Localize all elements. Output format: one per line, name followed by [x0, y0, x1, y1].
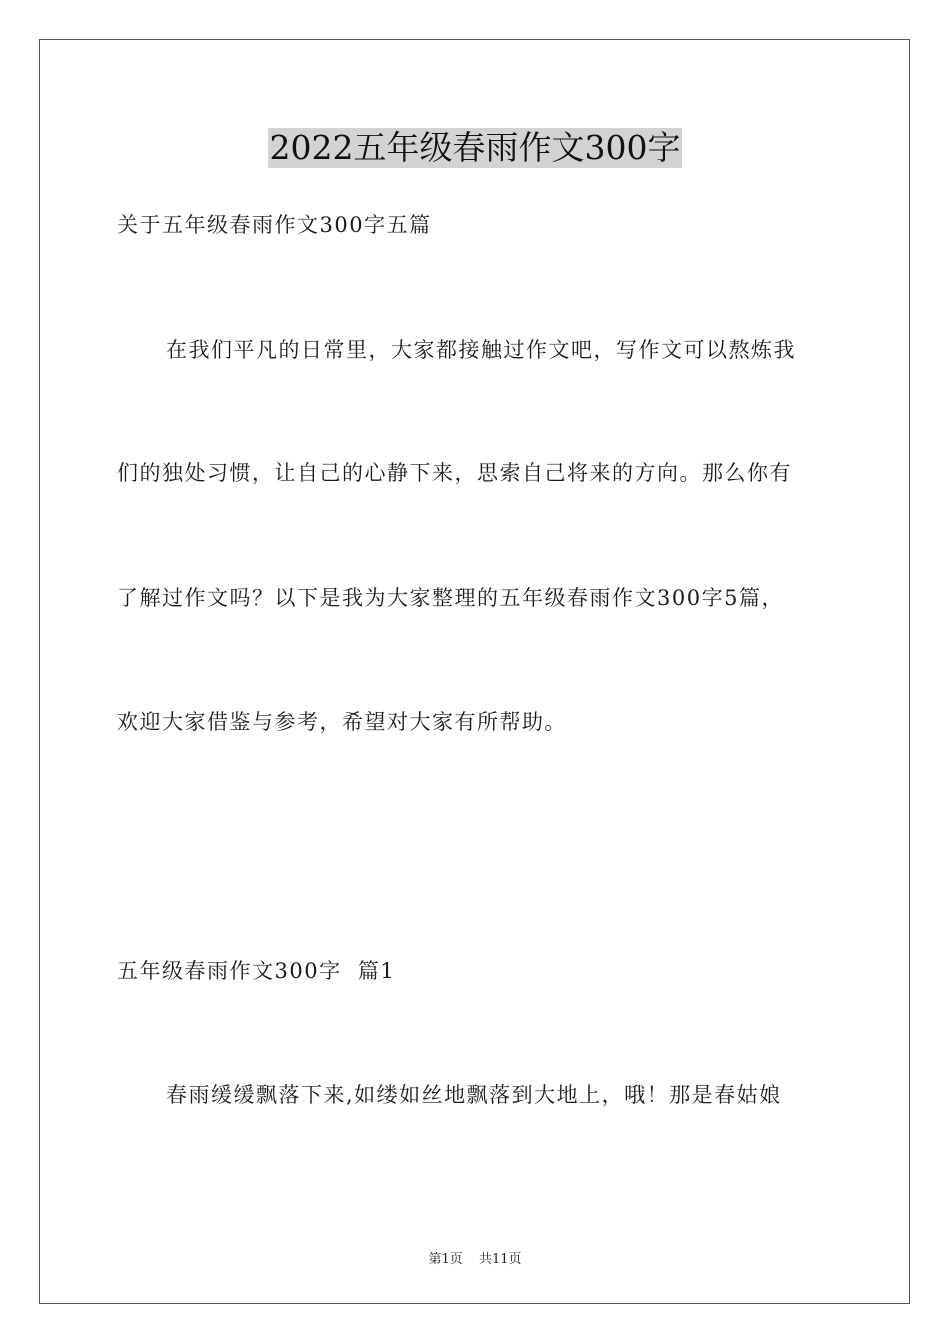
page-total: 共11页	[478, 1252, 522, 1267]
intro-line-2: 们的独处习惯，让自己的心静下来，思索自己将来的方向。那么你有	[117, 461, 792, 485]
page-footer	[0, 1248, 950, 1267]
section-heading: 五年级春雨作文300字 篇1	[117, 959, 396, 983]
section-first-line: 春雨缓缓飘落下来,如缕如丝地飘落到大地上，哦！那是春姑娘	[166, 1083, 782, 1107]
document-subtitle: 关于五年级春雨作文300字五篇	[117, 213, 432, 237]
title-container	[0, 128, 950, 168]
intro-line-3: 了解过作文吗？以下是我为大家整理的五年级春雨作文300字5篇，	[117, 586, 784, 610]
intro-line-1: 在我们平凡的日常里，大家都接触过作文吧，写作文可以熬炼我	[166, 338, 796, 362]
document-title: 2022五年级春雨作文300字	[269, 128, 681, 167]
page-number: 第1页	[428, 1252, 463, 1267]
intro-line-4: 欢迎大家借鉴与参考，希望对大家有所帮助。	[117, 710, 567, 734]
